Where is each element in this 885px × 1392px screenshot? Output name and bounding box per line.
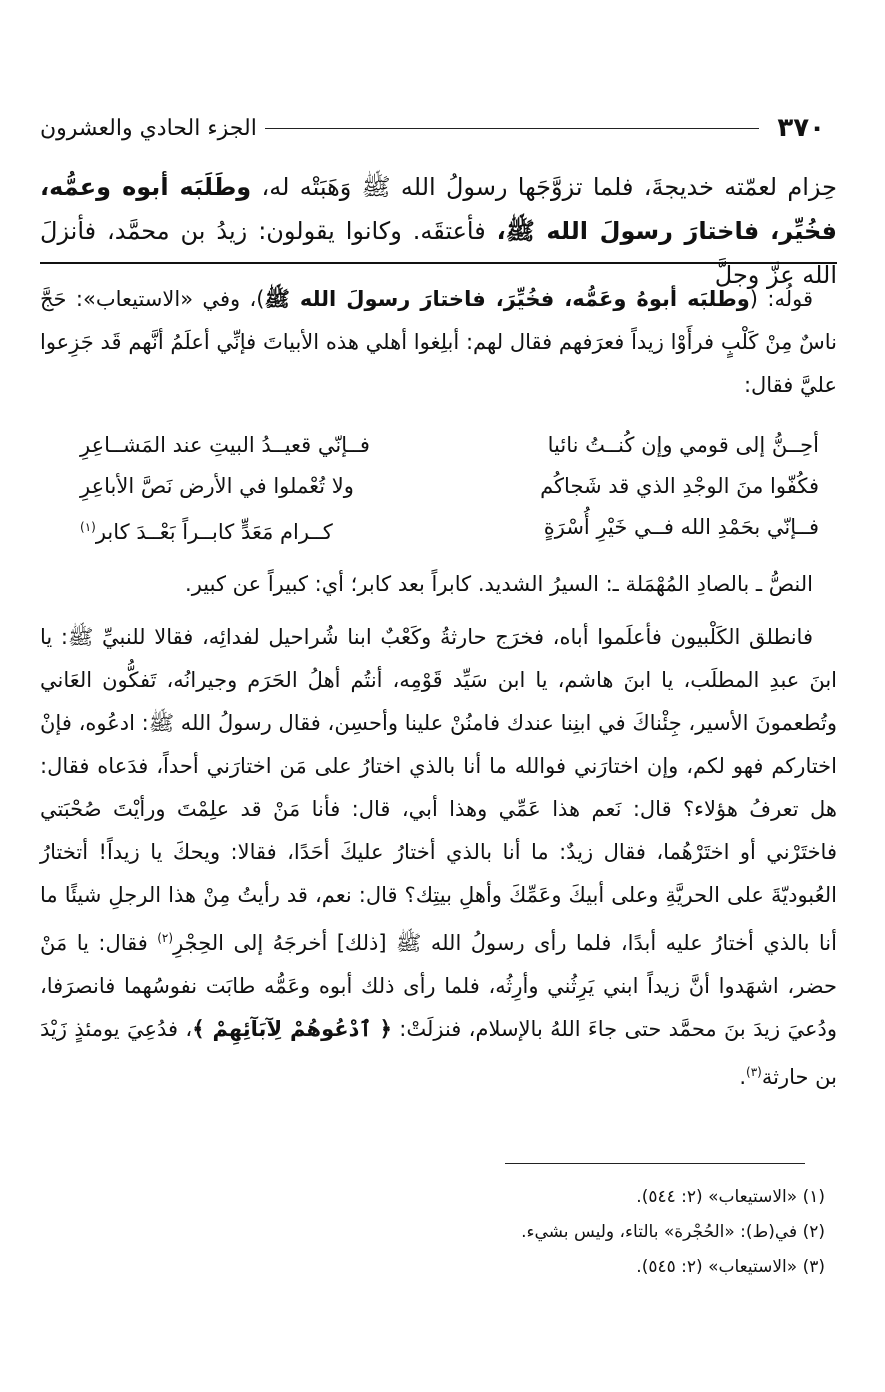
page-number: ٣٧٠ [777, 113, 825, 143]
footnotes [40, 1180, 825, 1285]
page-header [40, 108, 825, 148]
story [40, 616, 837, 1099]
story-end: . [739, 1065, 747, 1089]
footnote-mark: (٢) [157, 931, 174, 945]
intro-prefix: قولُه: ( [749, 287, 813, 311]
intro-quote: وطلبَه أبوهُ وعَمُّه، فخُيِّرَ، فاختارَ رسولَ الله ﷺ [264, 287, 750, 311]
story-text-c: ، فدُعِيَ يومئذٍ زَيْدَ بن حارثة [40, 1017, 837, 1089]
poem-verse-second: ولا تُعْملوا في الأرض نَصَّ الأباعِرِ [80, 474, 354, 498]
poem-verse-first: فــإنّي بحَمْدِ الله فــي خَيْرِ أُسْرَةٍ [543, 515, 819, 539]
poem-verse-second: فــإنّي قعيــدُ البيتِ عند المَشــاعِرِ [80, 433, 370, 457]
gloss: النصُّ ـ بالصادِ المُهْمَلة ـ: السيرُ الشديد. كابراً بعد كابر؛ أي: كبيراً عن كبير. [185, 572, 813, 596]
story-text: فانطلق الكَلْبيون فأعلَموا أباه، فخرَج حارثةُ وكَعْبٌ ابنا شُراحيل لفدائِه، فقالا للنبيِّ ﷺ: يا ابنَ عبدِ المطلَب، يا ابنَ هاشم، يا ابن سَيِّد قَوْمِه، أنتُم أهلُ الحَرَم وجيرانُه، تَفكُّون العَاني وتُطعمونَ الأسير، جِئْناكَ في ابنِنا عندك فامنُنْ علينا وأحسِن، فقال رسولُ الله ﷺ: ادعُوه، فإنْ اختاركم فهو لكم، وإن اختارَني فوالله ما أنا بالذي اختارُ على مَن اختارَني أحداً، فدَعاه فقال: هل تعرفُ هؤلاء؟ قال: نَعم هذا عَمِّي وهذا أبي، قال: فأنا مَنْ قد علِمْتَ ورأيْتَ صُحْبَتي فاختَرْني أو اختَرْهُما، فقال زيدٌ: ما أنا بالذي أختارُ عليكَ أحَدًا، فقالا: ويحكَ يا زيداً! أتختارُ العُبوديّةَ على الحريَّةِ وعلى أبيكَ وعَمِّكَ وأهلِ بيتِك؟ قال: نعم، قد رأيتُ مِنْ هذا الرجلِ شيئًا ما أنا بالذي أختارُ عليه أبدًا، فلما رأى رسولُ الله ﷺ [ذلك] أخرجَهُ إلى الحِجْرِ [40, 625, 837, 955]
poem-verse-first: أحِــنُّ إلى قومي وإن كُنــتُ نائيا [547, 433, 819, 457]
matn-line2: فأعتقَه. وكانوا يقولون: زيدُ بن محمَّد، فأنزلَ الله عزَّ وجلَّ [40, 217, 837, 289]
header-rule [265, 128, 760, 129]
footnote-1: (١) «الاستيعاب» (٢: ٥٤٤). [636, 1187, 825, 1207]
footnote-mark: (٣) [746, 1065, 762, 1079]
running-title: الجزء الحادي والعشرون [40, 115, 257, 141]
footnote-rule [505, 1163, 805, 1164]
matn-bold-1: وطَلَبَه أبوه وعمُّه، فخُيِّر، [40, 173, 837, 245]
poem [40, 425, 837, 553]
intro-text: )، وفي «الاستيعاب»: حَجَّ ناسٌ مِنْ كَلْبٍ فرأَوْا زيداً فعرَفهم فقال لهم: أبلِغوا أهلي هذه الأبياتَ فإنِّي أعلَمُ أنَّهم قَد جَزِعوا عليَّ فقال: [40, 287, 837, 397]
footnote-mark: (١) [80, 520, 96, 534]
poem-verse-first: فكُفّوا منَ الوجْدِ الذي قد شَجاكُم [540, 474, 819, 498]
poem-verse-text: كــرام مَعَدٍّ كابــراً بَعْــدَ كابر [95, 520, 333, 544]
quran-verse: ﴿ ٱدْعُوهُمْ لِآبَآئِهِمْ ﴾ [192, 1017, 392, 1041]
commentary-intro [40, 278, 837, 407]
footnote-3: (٣) «الاستيعاب» (٢: ٥٤٥). [636, 1257, 825, 1277]
commentary [40, 278, 837, 1099]
story-text-b: فقال: يا مَنْ حضر، اشهَدوا أنَّ زيداً ابني يَرِثُني وأرِثُه، فلما رأى ذلك أبوه وعَمُّه طابَت نفوسُهما فانصرَفا، ودُعيَ زيدَ بنَ محمَّد حتى جاءَ اللهُ بالإسلام، فنزلَتْ: [40, 931, 837, 1041]
footnote-2: (٢) في(ط): «الحُجْرة» بالتاء، وليس بشيء. [521, 1222, 825, 1242]
matn-sharh-divider [40, 262, 837, 264]
matn-bold-2: فاختارَ رسولَ الله ﷺ، [496, 217, 760, 245]
poem-verse-second [80, 507, 430, 553]
matn-line1: حِزام لعمّته خديجةَ، فلما تزوَّجَها رسولُ الله ﷺ وَهَبَتْه له، [251, 173, 837, 201]
